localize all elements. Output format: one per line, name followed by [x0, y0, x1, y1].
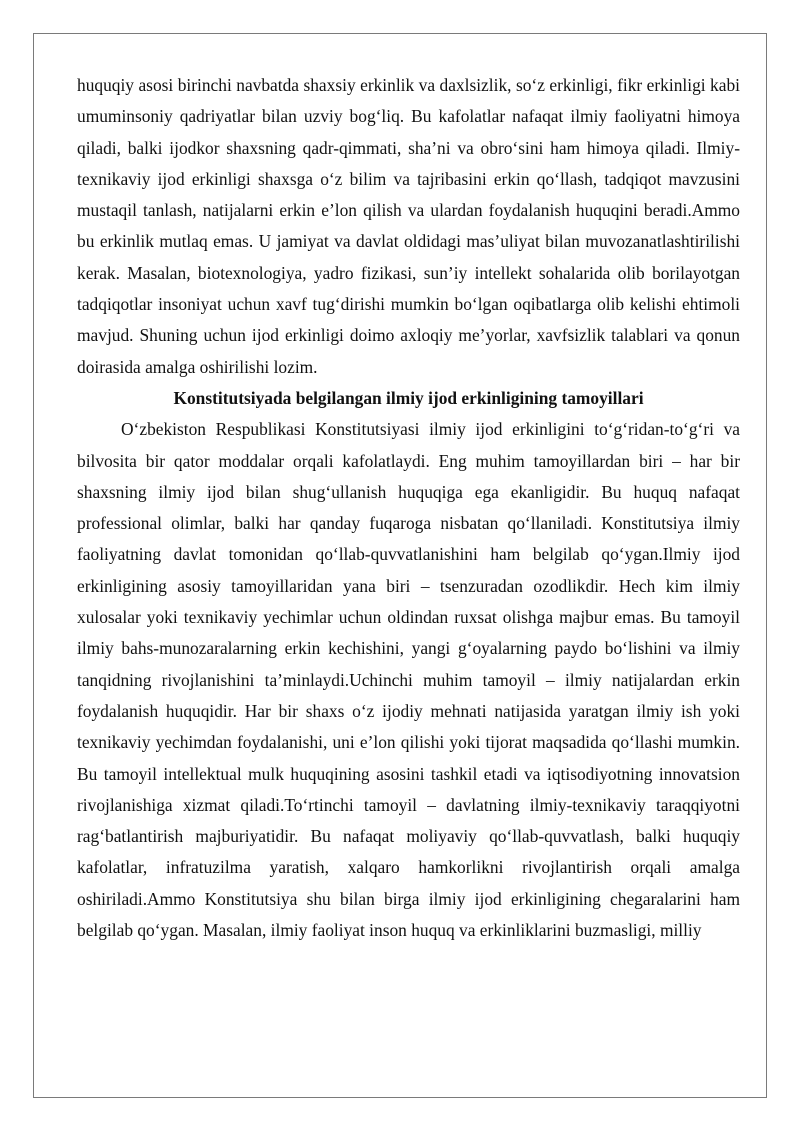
paragraph-2: O‘zbekiston Respublikasi Konstitutsiyasi ilmiy ijod erkinligini to‘g‘ridan-to‘g‘ri va bilvosita bir qator moddalar orqali kafolatlaydi. Eng muhim tamoyillardan biri – har bir shaxsning ilmiy ijod bilan shug‘ullanish huquqiga ega ekanligidir. Bu huquq nafaqat professional olimlar, balki har qanday fuqaroga nisbatan qo‘llaniladi. Konstitutsiya ilmiy faoliyatning davlat tomonidan qo‘llab-quvvatlanishini ham belgilab qo‘ygan.Ilmiy ijod erkinligining asosiy tamoyillaridan yana biri – tsenzuradan ozodlikdir. Hech kim ilmiy xulosalar yoki texnikaviy yechimlar uchun oldindan ruxsat olishga majbur emas. Bu tamoyil ilmiy bahs-munozaralarning erkin kechishini, yangi g‘oyalarning paydo bo‘lishini va ilmiy tanqidning rivojlanishini ta’minlaydi.Uchinchi muhim tamoyil – ilmiy natijalardan erkin foydalanish huquqidir. Har bir shaxs o‘z ijodiy mehnati natijasida yaratgan ilmiy ish yoki texnikaviy yechimdan foydalanishi, uni e’lon qilishi yoki tijorat maqsadida qo‘llashi mumkin. Bu tamoyil intellektual mulk huquqining asosini tashkil etadi va iqtisodiyotning innovatsion rivojlanishiga xizmat qiladi.To‘rtinchi tamoyil – davlatning ilmiy-texnikaviy taraqqiyotni rag‘batlantirish majburiyatidir. Bu nafaqat moliyaviy qo‘llab-quvvatlash, balki huquqiy kafolatlar, infratuzilma yaratish, xalqaro hamkorlikni rivojlantirish orqali amalga oshiriladi.Ammo Konstitutsiya shu bilan birga ilmiy ijod erkinligining chegaralarini ham belgilab qo‘ygan. Masalan, ilmiy faoliyat inson huquq va erkinliklarini buzmasligi, milliy	[77, 419, 740, 941]
paragraph-1: huquqiy asosi birinchi navbatda shaxsiy erkinlik va daxlsizlik, so‘z erkinligi, fikr erkinligi kabi umuminsoniy qadriyatlar bilan uzviy bog‘liq. Bu kafolatlar nafaqat ilmiy faoliyatni himoya qiladi, balki ijodkor shaxsning qadr-qimmati, sha’ni va obro‘sini ham himoya qiladi. Ilmiy-texnikaviy ijod erkinligi shaxsga o‘z bilim va tajribasini erkin qo‘llash, tadqiqot mavzusini mustaqil tanlash, natijalarni erkin e’lon qilish va ulardan foydalanish huquqini beradi.Ammo bu erkinlik mutlaq emas. U jamiyat va davlat oldidagi mas’uliyat bilan muvozanatlashtirilishi kerak. Masalan, biotexnologiya, yadro fizikasi, sun’iy intellekt sohalarida olib borilayotgan tadqiqotlar insoniyat uchun xavf tug‘dirishi mumkin bo‘lgan oqibatlarga olib kelishi ehtimoli mavjud. Shuning uchun ijod erkinligi doimo axloqiy me’yorlar, xavfsizlik talablari va qonun doirasida amalga oshirilishi lozim.	[77, 75, 740, 377]
document-body	[77, 70, 740, 946]
section-heading: Konstitutsiyada belgilangan ilmiy ijod erkinligining tamoyillari	[173, 387, 644, 408]
